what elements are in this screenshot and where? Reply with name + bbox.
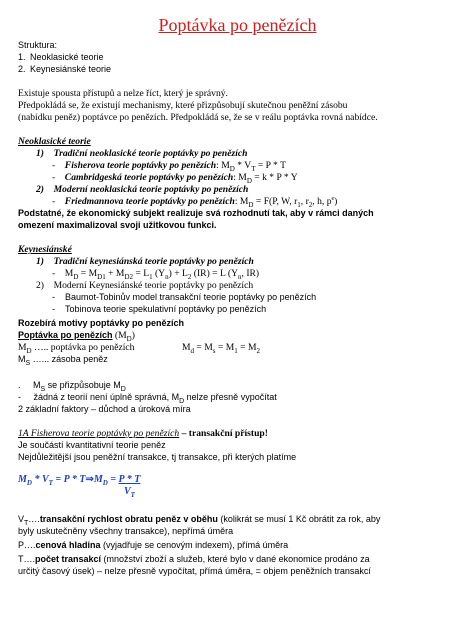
summary-line: omezení maximalizoval svoji užitkovou funkci. xyxy=(18,220,217,230)
intro-line: Předpokládá se, že existují mechanismy, které přizpůsobují skutečnou peněžní zásobu xyxy=(18,100,348,111)
friedman-theory-item: - Friedmannova teorie poptávky po penězích: $M_D = F(P$, W, $r_1$, $r_2$, h, $p^e$) xyxy=(52,196,338,210)
bullet-item: - žádná z teorií není úplně správná, $M_D$ nelze přesně vypočítat xyxy=(18,392,277,405)
intro-line: Existuje spousta přístupů a nelze říct, který je správný. xyxy=(18,88,228,99)
t-definition-cont: určitý časový úsek) – nelze přesně vypočítat, přímá úměra, = objem peněžních transakcí xyxy=(18,566,371,576)
money-equality: $M_d = M_s = M_1 = M_2$ xyxy=(182,342,261,355)
neoclassical-heading: Neoklasické teorie xyxy=(18,136,91,147)
traditional-neoclassical-item: 1) Tradiční neoklasické teorie poptávky po penězích xyxy=(36,148,248,159)
structure-item: 1. Neoklasické teorie xyxy=(18,52,104,62)
keynesian-heading: Keynesiánské xyxy=(18,244,72,255)
baumol-tobin-item: - Baumot-Tobinův model transakční teorie poptávky po penězích xyxy=(52,292,317,302)
tobin-item: - Tobinova teorie spekulativní poptávky po penězích xyxy=(52,304,267,314)
fisher-heading: 1A Fisherova teorie poptávky po penězích – transakční přístup! xyxy=(18,428,268,439)
structure-label: Struktura: xyxy=(18,40,58,50)
motives-line: Rozebírá motivy poptávky po penězích xyxy=(18,318,185,328)
intro-line: (nabídku peněz) poptávce po penězích. Předpokládá se, že se v reálu poptávka rovná nabídce. xyxy=(18,112,378,123)
md-definition: $M_D$ ….. poptávka po penězích xyxy=(18,342,135,355)
vt-definition-cont: byly uskutečněny všechny transakce), nepřímá úměra xyxy=(18,526,234,536)
ms-definition: $M_S$ …... zásoba peněz xyxy=(18,354,108,367)
p-definition: P….cenová hladina (vyjadřuje se cenovým indexem), přímá úměra xyxy=(18,540,289,550)
summary-line: Podstatné, že ekonomický subjekt realizuje svá rozhodnutí tak, aby v rámci daných xyxy=(18,208,374,218)
bullet-item: . $M_S$ se přizpůsobuje $M_D$ xyxy=(18,380,126,393)
page-title: Poptávka po penězích xyxy=(158,15,317,35)
traditional-keynesian-item: 1) Tradiční keynesiánská teorie poptávky po penězích xyxy=(36,256,254,267)
modern-neoclassical-item: 2) Moderní neoklasická teorie poptávky po penězích xyxy=(36,184,249,195)
vt-definition: $V_T\dots.transakční$ rychlost obratu peněz v oběhu (kolikrát se musí 1 Kč obrátit za rok, aby xyxy=(18,514,381,527)
fisher-formula: $M_D * V_T = P$ * $T\Rightarrow M_D$ = $\frac{P * T}{V_T}$ xyxy=(18,474,141,499)
cambridge-theory-item: - Cambridgeská teorie poptávky po penězích: $M_D = k * P * Y$ xyxy=(52,172,298,185)
modern-keynesian-item: 2) Moderní Keynesiánské teorie poptávky po penězích xyxy=(36,280,254,291)
t-definition: T….počet transakcí (množství zboží a služeb, které bylo v dané ekonomice prodáno za xyxy=(18,554,370,564)
keynesian-formula: - $M_D = M_{D1} + M_{D2} = L_1$ $(Y_n) + L_2$ (IR) = L ($Y_n$, IR) xyxy=(52,268,260,281)
fisher-line: Nejdůležitější jsou peněžní transakce, tj transakce, při kterých platíme xyxy=(18,452,297,462)
structure-item: 2. Keynesiánské teorie xyxy=(18,64,112,74)
factors-line: 2 základní faktory – důchod a úroková míra xyxy=(18,404,191,414)
fisher-line: Je součástí kvantitativní teorie peněz xyxy=(18,440,166,450)
fisher-theory-item: - Fisherova teorie poptávky po penězích: $M_D * V_T = P * T$ xyxy=(52,160,286,173)
demand-heading: Poptávka po penězích $(M_D)$ xyxy=(18,330,135,343)
